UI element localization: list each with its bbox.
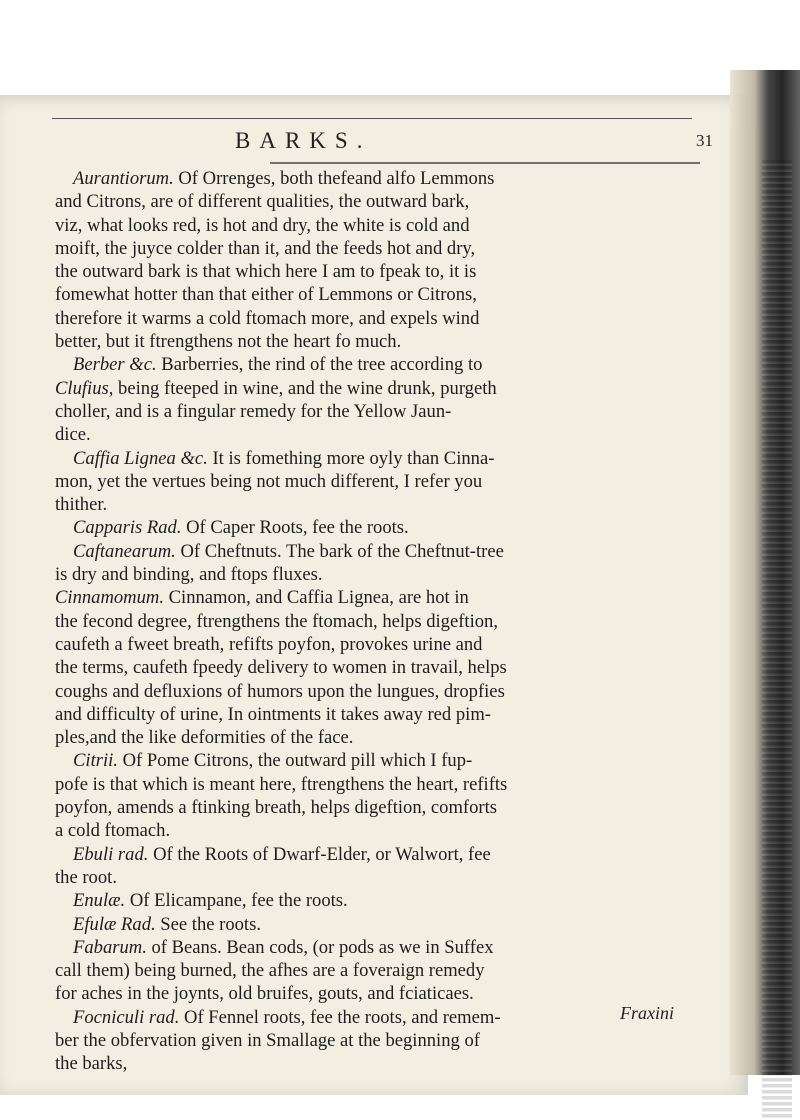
entry-term: Focniculi rad. (73, 1006, 180, 1028)
text-line: poyfon, amends a ftinking breath, helps digeftion, comforts (55, 797, 498, 819)
text-run: Of Cheftnuts. The bark of the Cheftnut-tree (175, 540, 504, 562)
text-run: Of Fennel roots, fee the roots, and remem- (179, 1006, 501, 1028)
text-line: the outward bark is that which here I am to fpeak to, it is (55, 261, 477, 283)
text-run: See the roots. (155, 913, 261, 935)
text-line: call them) being burned, the afhes are a foveraign remedy (55, 960, 485, 982)
page-header (0, 128, 748, 160)
text-line: the root. (55, 866, 117, 888)
text-line (55, 540, 685, 563)
entry-term: Berber &c. (73, 354, 157, 376)
text-line: a cold ftomach. (55, 820, 171, 842)
entry-term: Capparis Rad. (73, 517, 182, 539)
text-line: ples,and the like deformities of the face. (55, 727, 354, 749)
catchword: Fraxini (620, 1003, 674, 1023)
text-line: choller, and is a fingular remedy for the Yellow Jaun- (55, 400, 452, 422)
text-line: caufeth a fweet breath, refifts poyfon, provokes urine and (55, 633, 483, 655)
entry-term: Citrii. (73, 750, 118, 772)
text-line: for aches in the joynts, old bruifes, gouts, and fciaticaes. (55, 983, 474, 1005)
text-run: It is fomething more oyly than Cinna- (207, 447, 495, 469)
entry-term: Caftanearum. (73, 540, 176, 562)
text-line: better, but it ftrengthens not the heart fo much. (55, 331, 402, 353)
text-line (55, 749, 685, 772)
text-line (55, 516, 685, 539)
text-line: thither. (55, 494, 108, 516)
entry-term: Caffia Lignea &c. (73, 447, 208, 469)
entry-term: Fabarum. (73, 936, 147, 958)
text-line: the terms, caufeth fpeedy delivery to women in travail, helps (55, 657, 507, 679)
text-line: pofe is that which is meant here, ftrengthens the heart, refifts (55, 773, 508, 795)
text-line: the fecond degree, ftrengthens the ftomach, helps digeftion, (55, 610, 498, 632)
text-run: Of Pome Citrons, the outward pill which I fup- (117, 750, 473, 772)
text-line: mon, yet the vertues being not much different, I refer you (55, 470, 483, 492)
text-run: Cinnamon, and Caffia Lignea, are hot in (163, 587, 469, 609)
text-line: fomewhat hotter than that either of Lemmons or Citrons, (55, 284, 477, 306)
text-line (55, 843, 685, 866)
text-line (55, 167, 685, 190)
text-body (55, 167, 685, 1076)
text-line: moift, the juyce colder than it, and the feeds hot and dry, (55, 237, 476, 259)
text-line: therefore it warms a cold ftomach more, and expels wind (55, 307, 480, 329)
entry-term: Efulæ Rad. (73, 913, 156, 935)
text-line: viz, what looks red, is hot and dry, the white is cold and (55, 214, 470, 236)
text-line: dice. (55, 424, 91, 446)
text-run: being fteeped in wine, and the wine drunk, purgeth (113, 377, 497, 399)
text-line (55, 1006, 685, 1029)
top-rule (52, 118, 692, 119)
text-run: of Beans. Bean cods, (or pods as we in Suffex (146, 936, 494, 958)
text-line (55, 353, 685, 376)
page-edge (730, 70, 800, 1075)
header-rule (270, 162, 700, 164)
text-run: Barberries, the rind of the tree according to (156, 354, 483, 376)
text-run: Of Caper Roots, fee the roots. (181, 517, 409, 539)
text-line: the barks, (55, 1053, 128, 1075)
text-line (55, 377, 685, 400)
text-line (55, 936, 685, 959)
text-run: Of the Roots of Dwarf-Elder, or Walwort, fee (148, 843, 491, 865)
text-line: and difficulty of urine, In ointments it takes away red pim- (55, 703, 491, 725)
text-run: Of Elicampane, fee the roots. (125, 890, 348, 912)
entry-term: Ebuli rad. (73, 843, 149, 865)
text-line: coughs and defluxions of humors upon the lungues, dropfies (55, 680, 505, 702)
entry-term: Aurantiorum. (73, 168, 174, 189)
text-line (55, 586, 685, 609)
text-line: ber the obfervation given in Smallage at the beginning of (55, 1029, 480, 1051)
text-line: and Citrons, are of different qualities, the outward bark, (55, 191, 470, 213)
entry-term: Enulæ. (73, 890, 126, 912)
text-line (55, 447, 685, 470)
running-head: BARKS. (235, 128, 372, 153)
text-line (55, 913, 685, 936)
cited-author: Clufius, (55, 377, 114, 399)
entry-term: Cinnamomum. (55, 587, 164, 609)
page-number: 31 (696, 131, 713, 150)
text-run: Of Orrenges, both thefeand alfo Lemmons (173, 168, 495, 189)
text-line (55, 889, 685, 912)
text-line: is dry and binding, and ftops fluxes. (55, 564, 323, 586)
page-edge-texture (762, 160, 792, 1120)
